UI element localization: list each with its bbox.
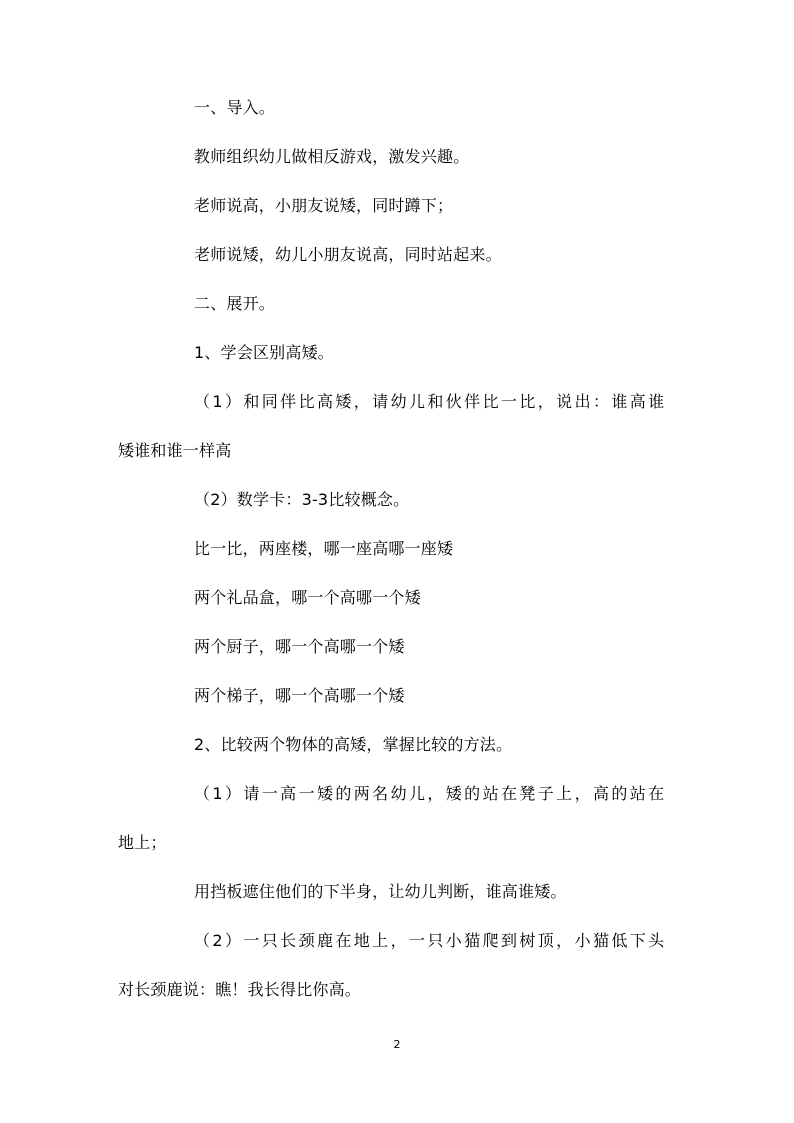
- paragraph-line: 用挡板遮住他们的下半身，让幼儿判断，谁高谁矮。: [194, 882, 567, 901]
- page-number: 2: [393, 1038, 401, 1051]
- paragraph-line: （1）请一高一矮的两名幼儿，矮的站在凳子上，高的站在: [194, 784, 667, 803]
- paragraph-line: 老师说矮，幼儿小朋友说高，同时站起来。: [194, 245, 502, 264]
- paragraph-line: 比一比，两座楼，哪一座高哪一座矮: [194, 539, 454, 558]
- paragraph-line: （2）一只长颈鹿在地上，一只小猫爬到树顶，小猫低下头: [194, 931, 667, 950]
- paragraph-line: 两个礼品盒，哪一个高哪一个矮: [194, 588, 421, 607]
- paragraph-line: 两个梯子，哪一个高哪一个矮: [194, 686, 405, 705]
- paragraph-line: 老师说高，小朋友说矮，同时蹲下；: [194, 196, 454, 215]
- paragraph-line: 两个厨子，哪一个高哪一个矮: [194, 637, 405, 656]
- paragraph-line: （2）数学卡：3-3比较概念。: [194, 490, 410, 509]
- paragraph-line-continued: 矮谁和谁一样高: [118, 441, 232, 460]
- section-heading-develop: 二、展开。: [194, 294, 276, 313]
- subsection-heading: 1、学会区别高矮。: [194, 343, 334, 362]
- paragraph-line-continued: 地上；: [118, 833, 167, 852]
- paragraph-line: （1）和同伴比高矮，请幼儿和伙伴比一比，说出：谁高谁: [194, 392, 667, 411]
- paragraph-line: 教师组织幼儿做相反游戏，激发兴趣。: [194, 147, 470, 166]
- section-heading-intro: 一、导入。: [194, 98, 276, 117]
- paragraph-line-continued: 对长颈鹿说：瞧！我长得比你高。: [118, 980, 362, 999]
- subsection-heading: 2、比较两个物体的高矮，掌握比较的方法。: [194, 735, 513, 754]
